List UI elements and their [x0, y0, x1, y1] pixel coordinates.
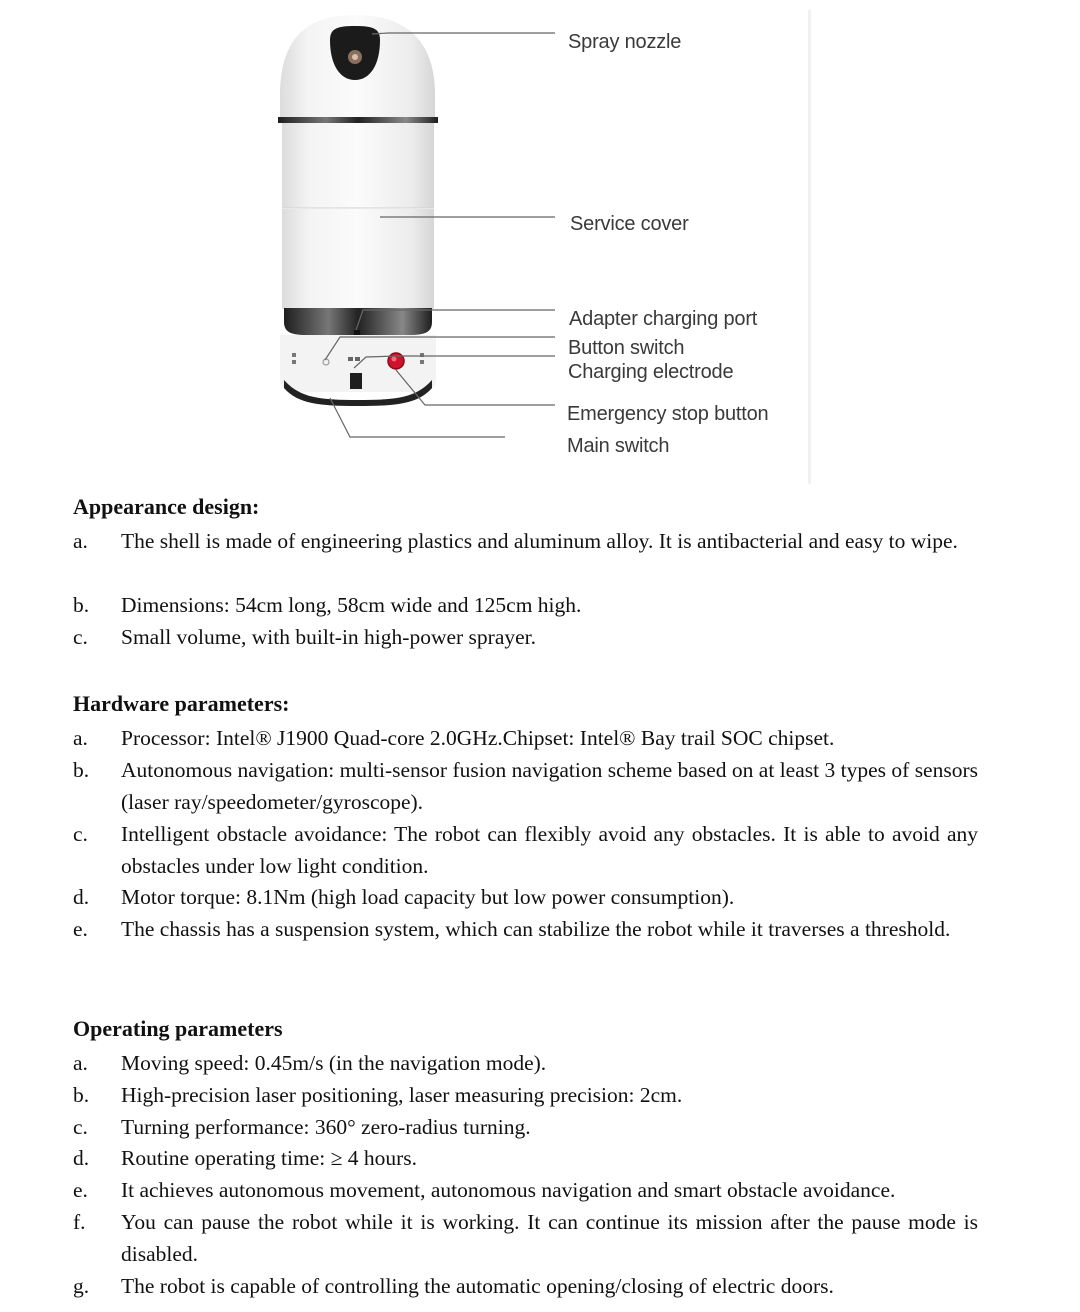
list-marker: b. [73, 758, 90, 782]
list-marker: e. [73, 917, 88, 941]
list-item [73, 881, 978, 913]
list-item [73, 589, 978, 621]
list-item [73, 525, 978, 557]
list-text: Motor torque: 8.1Nm (high load capacity but low power consumption). [121, 885, 735, 909]
list-text: Turning performance: 360° zero-radius turning. [121, 1115, 531, 1139]
list-item [73, 621, 978, 653]
list-item [73, 1079, 978, 1111]
callout-emergency-stop-button: Emergency stop button [567, 403, 769, 425]
list-marker: a. [73, 529, 88, 553]
list-text: Dimensions: 54cm long, 58cm wide and 125cm high. [121, 593, 582, 617]
list-marker: c. [73, 822, 88, 846]
list-item [73, 754, 978, 818]
list-marker: d. [73, 1146, 90, 1170]
list-item [73, 1111, 978, 1143]
robot-diagram [270, 0, 815, 485]
callout-button-switch: Button switch [568, 337, 685, 359]
main-switch-icon [350, 373, 362, 389]
list-marker: f. [73, 1210, 86, 1234]
list-marker: d. [73, 885, 90, 909]
list-marker: c. [73, 1115, 88, 1139]
list-item [73, 818, 978, 882]
list-item [73, 1206, 978, 1270]
list-marker: g. [73, 1274, 90, 1298]
list-text: Processor: Intel® J1900 Quad-core 2.0GHz.Chipset: Intel® Bay trail SOC chipset. [121, 726, 835, 750]
list-text: The robot is capable of controlling the automatic opening/closing of electric doors. [121, 1274, 834, 1298]
list-text: High-precision laser positioning, laser measuring precision: 2cm. [121, 1083, 683, 1107]
list-text: Routine operating time: ≥ 4 hours. [121, 1146, 418, 1170]
list-item [73, 1174, 978, 1206]
list-marker: a. [73, 1051, 88, 1075]
callout-charging-electrode: Charging electrode [568, 361, 734, 383]
list-item [73, 1270, 978, 1302]
list-text: The shell is made of engineering plastics and aluminum alloy. It is antibacterial and easy to wipe. [121, 529, 958, 553]
list-text: You can pause the robot while it is working. It can continue its mission after the pause mode is disabled. [121, 1210, 978, 1266]
list-item [73, 1142, 978, 1174]
callout-main-switch: Main switch [567, 435, 670, 457]
list-marker: b. [73, 593, 90, 617]
list-text: It achieves autonomous movement, autonomous navigation and smart obstacle avoidance. [121, 1178, 896, 1202]
section-title-hardware: Hardware parameters: [73, 691, 290, 716]
list-text: Small volume, with built-in high-power sprayer. [121, 625, 537, 649]
list-marker: b. [73, 1083, 90, 1107]
callout-service-cover: Service cover [570, 213, 689, 235]
list-marker: e. [73, 1178, 88, 1202]
list-text: Intelligent obstacle avoidance: The robot can flexibly avoid any obstacles. It is able to avoid any obstacles under low light condition. [121, 822, 978, 878]
list-item [73, 1047, 978, 1079]
list-item [73, 722, 978, 754]
section-title-appearance: Appearance design: [73, 494, 260, 519]
list-marker: c. [73, 625, 88, 649]
callout-spray-nozzle: Spray nozzle [568, 31, 682, 53]
figure-border [808, 10, 811, 484]
list-marker: a. [73, 726, 88, 750]
list-text: The chassis has a suspension system, which can stabilize the robot while it traverses a threshold. [121, 917, 951, 941]
list-item [73, 913, 978, 945]
callout-adapter-charging-port: Adapter charging port [569, 308, 758, 330]
list-text: Moving speed: 0.45m/s (in the navigation mode). [121, 1051, 547, 1075]
section-title-operating: Operating parameters [73, 1016, 283, 1041]
list-text: Autonomous navigation: multi-sensor fusion navigation scheme based on at least 3 types of sensors (laser ray/speedometer/gyroscope). [121, 758, 978, 814]
